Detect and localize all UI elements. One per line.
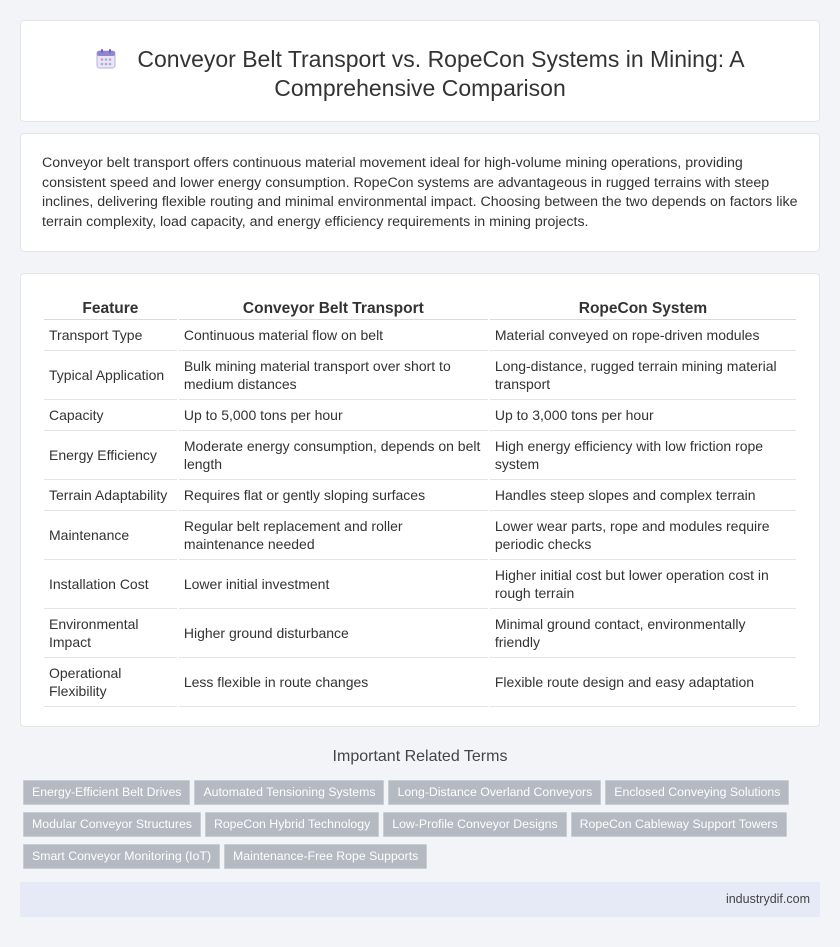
table-row [44,560,796,609]
related-term-tag[interactable]: Smart Conveyor Monitoring (IoT) [23,844,220,869]
cell-feature: Terrain Adaptability [44,480,177,511]
intro-paragraph: Conveyor belt transport offers continuous material movement ideal for high-volume mining operations, providing consistent speed and lower energy consumption. RopeCon systems are advantageous in rugged terrains with steep inclines, delivering flexible routing and minimal environmental impact. Choosing between the two depends on factors like terrain complexity, load capacity, and energy efficiency requirements in mining projects. [42,155,798,230]
cell-ropecon: Flexible route design and easy adaptation [490,658,796,707]
cell-ropecon: Long-distance, rugged terrain mining material transport [490,351,796,400]
footer-site-link[interactable]: industrydif.com [725,892,810,906]
related-term-tag[interactable]: Modular Conveyor Structures [23,812,201,837]
related-term-tag[interactable]: Automated Tensioning Systems [194,780,384,805]
cell-feature: Capacity [44,400,177,431]
cell-feature: Energy Efficiency [44,431,177,480]
related-term-tag[interactable]: Long-Distance Overland Conveyors [388,780,601,805]
table-row [44,431,796,480]
table-row [44,511,796,560]
cell-ropecon: Up to 3,000 tons per hour [490,400,796,431]
header-conveyor-belt: Conveyor Belt Transport [179,296,488,320]
table-header-row [44,296,796,320]
cell-ropecon: Handles steep slopes and complex terrain [490,480,796,511]
table-row [44,400,796,431]
cell-ropecon: High energy efficiency with low friction rope system [490,431,796,480]
cell-conveyor: Regular belt replacement and roller maintenance needed [179,511,488,560]
comparison-card [20,273,820,727]
cell-conveyor: Bulk mining material transport over short to medium distances [179,351,488,400]
cell-feature: Transport Type [44,320,177,351]
table-row [44,320,796,351]
cell-feature: Typical Application [44,351,177,400]
cell-conveyor: Moderate energy consumption, depends on belt length [179,431,488,480]
table-row [44,351,796,400]
cell-feature: Environmental Impact [44,609,177,658]
cell-feature: Maintenance [44,511,177,560]
cell-conveyor: Lower initial investment [179,560,488,609]
intro-card [20,133,820,252]
related-term-tag[interactable]: Low-Profile Conveyor Designs [383,812,566,837]
table-row [44,480,796,511]
cell-conveyor: Less flexible in route changes [179,658,488,707]
related-term-tag[interactable]: RopeCon Hybrid Technology [205,812,379,837]
page-title-text: Conveyor Belt Transport vs. RopeCon Systems in Mining: A Comprehensive Comparison [137,46,745,101]
related-term-tag[interactable]: Energy-Efficient Belt Drives [23,780,190,805]
cell-ropecon: Minimal ground contact, environmentally friendly [490,609,796,658]
cell-ropecon: Material conveyed on rope-driven modules [490,320,796,351]
cell-conveyor: Up to 5,000 tons per hour [179,400,488,431]
footer-bar [20,882,820,917]
cell-feature: Operational Flexibility [44,658,177,707]
header-feature: Feature [44,296,177,320]
cell-feature: Installation Cost [44,560,177,609]
table-row [44,609,796,658]
cell-ropecon: Lower wear parts, rope and modules require periodic checks [490,511,796,560]
header-ropecon: RopeCon System [490,296,796,320]
cell-ropecon: Higher initial cost but lower operation cost in rough terrain [490,560,796,609]
related-terms-list [23,780,803,876]
cell-conveyor: Higher ground disturbance [179,609,488,658]
related-term-tag[interactable]: Maintenance-Free Rope Supports [224,844,427,869]
page-title [21,45,819,103]
related-terms-title: Important Related Terms [332,748,508,765]
related-term-tag[interactable]: Enclosed Conveying Solutions [605,780,789,805]
calendar-icon [95,48,117,70]
cell-conveyor: Requires flat or gently sloping surfaces [179,480,488,511]
comparison-table [42,296,798,707]
table-row [44,658,796,707]
title-card [20,20,820,122]
cell-conveyor: Continuous material flow on belt [179,320,488,351]
related-term-tag[interactable]: RopeCon Cableway Support Towers [571,812,787,837]
